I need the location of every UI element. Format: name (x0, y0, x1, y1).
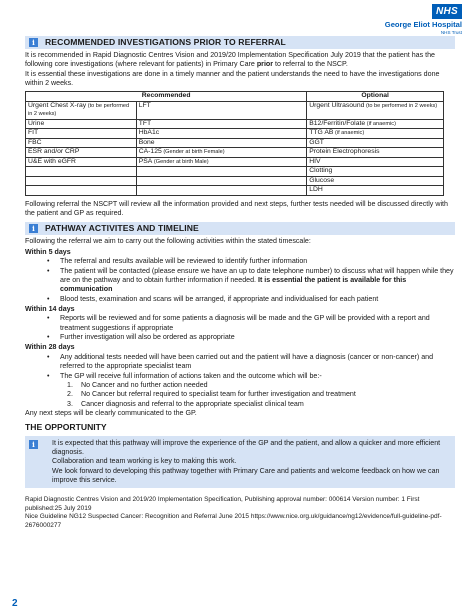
document-body (25, 36, 455, 530)
table-cell (26, 148, 137, 157)
cell-text: TTG AB (309, 129, 334, 137)
table-cell (26, 101, 137, 119)
table-cell (307, 119, 444, 128)
cell-note: (if anaemic) (333, 130, 365, 137)
cell-text: Urgent Ultrasound (309, 101, 365, 109)
table-cell (136, 101, 307, 119)
text-span: No Cancer and no further action needed (81, 380, 208, 389)
table-cell (136, 167, 307, 176)
cell-text: Protein Electrophoresis (309, 148, 380, 156)
cell-text: FIT (28, 129, 39, 137)
timescale-heading: Within 14 days (25, 305, 75, 313)
text-span: No Cancer but referral required to specialist team for further investigation and treatment (81, 390, 356, 399)
section-title: PATHWAY ACTIVITES AND TIMELINE (45, 223, 199, 234)
paragraph: Following referral the NSCPT will review all the information provided and next steps, further tests needed will be discussed directly with the patient and GP as required. (25, 199, 448, 218)
cell-text: ESR and/or CRP (28, 148, 80, 156)
cell-note: (to be performed in 2 weeks) (28, 102, 130, 118)
table-cell (136, 119, 307, 128)
bullet-list (47, 257, 455, 304)
table-cell (307, 186, 444, 195)
list-item: • Blood tests, examination and scans will be arranged, if appropriate and individualised for each patient (47, 295, 455, 304)
paragraph: Following the referral we aim to carry out the following activities within the stated timescale: (25, 237, 311, 246)
cell-text: FBC (28, 138, 42, 146)
section-title-opportunity: THE OPPORTUNITY (25, 422, 107, 433)
list-item (47, 267, 455, 295)
list-item: • Further investigation will also be ordered as appropriate (47, 333, 455, 342)
section-header-pathway (25, 222, 455, 235)
cell-text: LFT (138, 101, 151, 109)
page-header (322, 4, 462, 36)
bold-text: prior (256, 60, 274, 69)
table-row (26, 167, 444, 176)
cell-text: Glucose (309, 176, 335, 184)
section-header-investigations (25, 36, 455, 49)
cell-text: HbA1c (138, 129, 160, 137)
header-recommended: Recommended (26, 92, 307, 101)
section-title: RECOMMENDED INVESTIGATIONS PRIOR TO REFERRAL (45, 36, 286, 47)
cell-note: (to be performed in 2 weeks) (364, 102, 438, 109)
table-row (26, 138, 444, 147)
opportunity-box (25, 436, 455, 489)
bold-text: It is essential the patient is available for this communication (60, 275, 407, 294)
cell-text: Urine (28, 119, 45, 127)
nhs-logo: NHS (432, 4, 462, 19)
paragraph: Any next steps will be clearly communicated to the GP. (25, 408, 197, 417)
table-row (26, 101, 444, 119)
table-cell (307, 138, 444, 147)
list-item: • Any additional tests needed will have been carried out and the patient will have a diagnosis (cancer or non-cancer) and referred to the appropriate specialist team (47, 353, 455, 372)
paragraph: Collaboration and team working is key to making this work. (52, 457, 237, 466)
table-header-row (26, 92, 444, 101)
list-item: • The GP will receive full information of actions taken and the outcome which will be:- (47, 372, 455, 381)
paragraph (25, 51, 455, 70)
bullet-list (47, 353, 455, 381)
paragraph: We look forward to developing this pathway together with Primary Care and patients and welcome feedback on how we can improve this service. (52, 466, 440, 485)
table-cell (136, 129, 307, 138)
cell-note: (if anaemic) (365, 120, 396, 127)
cell-text: U&E with eGFR (28, 157, 76, 165)
list-item: 2. No Cancer but referral required to specialist team for further investigation and treatment (67, 390, 356, 399)
cell-text: GGT (309, 138, 324, 146)
text-span: to referral to the NSCP. (273, 60, 348, 69)
page-number: 2 (12, 598, 18, 609)
list-item: • Reports will be reviewed and for some patients a diagnosis will be made and the GP will be provided with a report and treatment suggestions if appropriate (47, 314, 455, 333)
bullet-list (47, 314, 455, 342)
table-row (26, 186, 444, 195)
list-item: • The referral and results available will be reviewed to identify further information (47, 257, 455, 266)
reference-item: Rapid Diagnostic Centres Vision and 2019/20 Implementation Specification, Publishing approval number: 000614 Version number: 1 First published:25 July 2019 (25, 496, 420, 512)
table-row (26, 129, 444, 138)
header-optional: Optional (307, 92, 444, 101)
text-span: The patient will be contacted (please ensure we have an up to date telephone number) to discuss what will happen while they are on the pathway and to obtain further information if needed. (60, 266, 454, 284)
table-row (26, 176, 444, 185)
text-span: Cancer diagnosis and referral to the appropriate specialist clinical team (81, 399, 304, 408)
cell-note: (Gender at birth Male) (152, 158, 209, 165)
table-row (26, 148, 444, 157)
list-item: 1. No Cancer and no further action needed (67, 380, 208, 389)
table-cell (307, 129, 444, 138)
references (25, 496, 455, 530)
investigations-table (25, 91, 444, 195)
table-cell (26, 167, 137, 176)
text-span: It is recommended in Rapid Diagnostic Centres Vision and 2019/20 Implementation Specification July 2019 that the patient has the following core investigations (where relevant for patients) in Primary Care (25, 51, 435, 69)
cell-text: CA-125 (138, 148, 162, 156)
trust-label: NHS Trust (440, 30, 462, 36)
table-cell (26, 176, 137, 185)
reference-item: Nice Guideline NG12 Suspected Cancer: Recognition and Referral June 2015 https://www.nice.org.uk/guidance/ng12/evidence/full-guideline-pdf-2676000277 (25, 513, 442, 529)
table-cell (136, 138, 307, 147)
info-icon: i (29, 38, 38, 47)
cell-text: TFT (138, 119, 152, 127)
table-cell (307, 148, 444, 157)
timescale-heading: Within 28 days (25, 343, 75, 352)
list-item: 3. Cancer diagnosis and referral to the appropriate specialist clinical team (67, 399, 304, 408)
info-icon: i (29, 440, 38, 449)
table-row (26, 157, 444, 166)
cell-text: HIV (309, 157, 321, 165)
info-icon: i (29, 224, 38, 233)
table-cell (136, 157, 307, 166)
table-cell (26, 157, 137, 166)
table-cell (307, 176, 444, 185)
cell-text: B12/Ferritin/Folate (309, 119, 366, 127)
table-row (26, 119, 444, 128)
cell-note: (Gender at birth Female) (161, 149, 225, 156)
cell-text: Bone (138, 138, 155, 146)
table-cell (307, 157, 444, 166)
table-cell (307, 167, 444, 176)
table-cell (136, 148, 307, 157)
cell-text: PSA (138, 157, 153, 165)
table-cell (26, 129, 137, 138)
table-cell (26, 119, 137, 128)
numbered-list (67, 381, 455, 409)
hospital-name: George Eliot Hospital (384, 20, 462, 30)
paragraph: It is expected that this pathway will improve the experience of the GP and the patient, and allow a quicker and more efficient diagnosis. (52, 438, 441, 457)
table-cell (307, 101, 444, 119)
table-cell (136, 176, 307, 185)
paragraph: It is essential these investigations are done in a timely manner and the patient understands the need to have the investigations done within 2 weeks. (25, 69, 440, 88)
cell-text: LDH (309, 186, 323, 194)
cell-text: Clotting (309, 167, 333, 175)
table-cell (26, 138, 137, 147)
table-cell (136, 186, 307, 195)
timescale-heading: Within 5 days (25, 247, 71, 256)
opportunity-text (52, 439, 449, 486)
cell-text: Urgent Chest X-ray (28, 101, 87, 109)
table-cell (26, 186, 137, 195)
